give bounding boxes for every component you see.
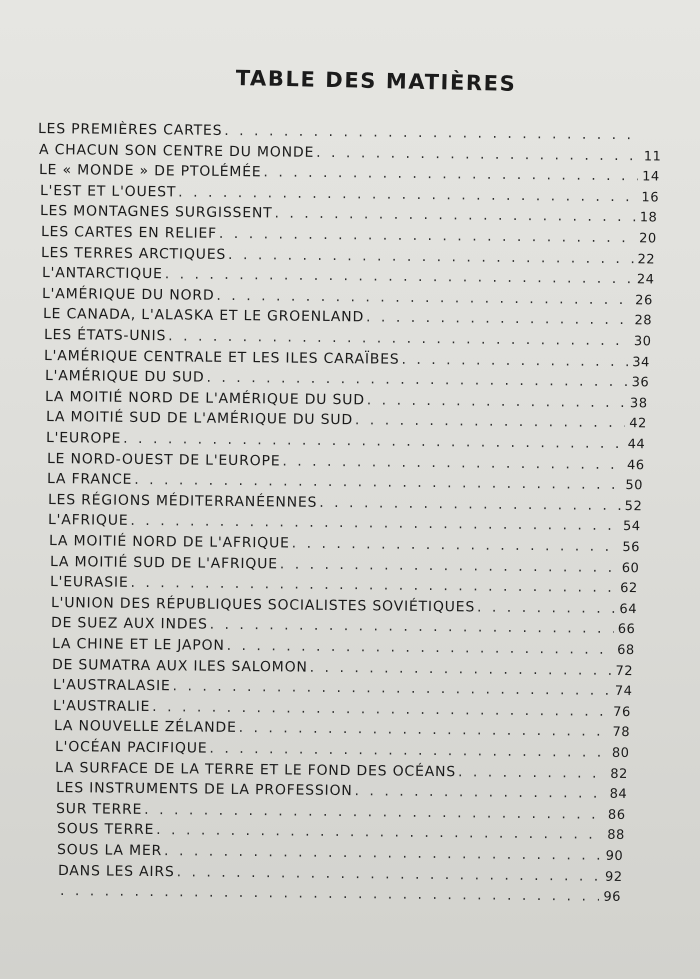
toc-entry-page-number: 84 — [609, 786, 627, 803]
toc-entry — [49, 533, 640, 555]
toc-entry-title: LA MOITIÉ NORD DE L'AFRIQUE — [48, 533, 290, 552]
toc-entry-page-number: 22 — [637, 251, 656, 268]
toc-entry-title: LA MOITIÉ SUD DE L'AMÉRIQUE DU SUD — [45, 409, 353, 429]
toc-entry — [39, 162, 660, 184]
toc-entry-page-number: 50 — [625, 478, 644, 494]
toc-entry-page-number: 16 — [641, 190, 659, 206]
toc-entry-title: DE SUEZ AUX INDES — [51, 615, 208, 634]
page-title: TABLE DES MATIÈRES — [235, 66, 517, 96]
toc-entry — [46, 430, 645, 452]
dot-leader — [228, 247, 634, 267]
toc-entry-page-number: 42 — [628, 416, 647, 432]
dot-leader — [310, 659, 612, 678]
toc-entry — [56, 780, 627, 802]
dot-leader — [366, 310, 631, 329]
toc-entry — [41, 245, 655, 267]
toc-entry — [52, 657, 633, 679]
toc-entry-page-number: 36 — [631, 375, 649, 391]
toc-entry-title: LE « MONDE » DE PTOLÉMÉE — [39, 162, 262, 181]
toc-entry-page-number: 34 — [632, 354, 650, 370]
toc-entry-title: L'AUSTRALASIE — [52, 677, 171, 695]
toc-entry — [54, 718, 630, 740]
toc-entry — [57, 842, 623, 864]
dot-leader — [292, 536, 619, 555]
toc-entry-page-number: 30 — [633, 334, 652, 350]
toc-entry-title: LA MOITIÉ NORD DE L'AMÉRIQUE DU SUD — [45, 388, 366, 409]
toc-entry-title: LA FRANCE — [47, 471, 133, 489]
toc-entry-page-number: 80 — [611, 745, 630, 762]
toc-entry-page-number: 62 — [620, 581, 638, 597]
toc-entry — [40, 203, 658, 225]
toc-entry-title: LE CANADA, L'ALASKA ET LE GROENLAND — [42, 306, 365, 326]
toc-entry-title: LA NOUVELLE ZÉLANDE — [53, 718, 237, 737]
toc-entry-page-number: 52 — [624, 498, 643, 515]
toc-entry-page-number: 64 — [619, 601, 637, 617]
dot-leader — [176, 864, 601, 884]
toc-entry-title: SUR TERRE — [56, 800, 143, 818]
dot-leader — [206, 370, 627, 390]
toc-entry-title: LES PREMIÈRES CARTES — [37, 121, 223, 139]
toc-entry-title: L'ANTARCTIQUE — [41, 265, 163, 283]
toc-entry-title: LES ÉTATS-UNIS — [43, 327, 166, 345]
dot-leader — [316, 144, 640, 163]
toc-entry — [46, 409, 647, 431]
toc-entry-page-number: 92 — [604, 869, 623, 885]
toc-entry-title: LES TERRES ARCTIQUES — [41, 244, 227, 263]
toc-entry — [50, 574, 638, 596]
toc-entry-title: LES RÉGIONS MÉDITERRANÉENNES — [47, 491, 318, 511]
toc-entry-page-number: 76 — [613, 704, 632, 720]
toc-entry — [51, 615, 636, 637]
toc-entry-page-number: 78 — [612, 725, 631, 741]
toc-entry — [42, 286, 653, 308]
dot-leader — [238, 720, 608, 740]
toc-entry-page-number: 86 — [608, 807, 626, 823]
toc-entry-page-number: 74 — [614, 684, 633, 700]
toc-entry-title: L'EST ET L'OUEST — [39, 182, 176, 201]
dot-leader — [178, 184, 637, 205]
toc-entry-page-number: 44 — [627, 437, 646, 453]
toc-entry-page-number: 38 — [630, 395, 648, 412]
toc-entry-page-number: 46 — [626, 457, 645, 473]
toc-entry-page-number: 24 — [636, 272, 655, 288]
dot-leader — [319, 495, 621, 514]
toc-entry-page-number: 72 — [615, 663, 634, 679]
toc-entry-title: L'EURASIE — [50, 574, 129, 592]
toc-entry-title: L'AMÉRIQUE DU SUD — [44, 368, 205, 386]
toc-entry — [41, 224, 657, 246]
dot-leader — [131, 513, 620, 534]
dot-leader — [263, 165, 638, 185]
toc-entry-title: L'EUROPE — [46, 430, 122, 447]
dot-leader — [219, 226, 635, 246]
toc-entry-title: DANS LES AIRS — [57, 862, 175, 880]
dot-leader — [131, 575, 617, 596]
toc-entry — [38, 142, 660, 165]
toc-entry — [53, 677, 633, 699]
dot-leader — [354, 783, 605, 802]
toc-entry-title: LA CHINE ET LE JAPON — [51, 636, 225, 654]
toc-entry-title: L'AFRIQUE — [48, 512, 129, 530]
toc-entry — [54, 739, 629, 761]
toc-entry — [58, 863, 623, 885]
toc-entry — [45, 368, 649, 390]
toc-entry-title: LES MONTAGNES SURGISSENT — [40, 203, 273, 222]
dot-leader — [275, 206, 636, 226]
toc-entry-page-number: 66 — [617, 622, 636, 638]
toc-entry-page-number: 88 — [606, 828, 625, 844]
toc-entry-title: DE SUMATRA AUX ILES SALOMON — [52, 656, 309, 676]
toc-entry-page-number: 82 — [610, 766, 628, 782]
toc-entry — [57, 821, 625, 843]
dot-leader — [144, 802, 604, 823]
dot-leader — [217, 288, 632, 308]
dot-leader — [401, 351, 628, 369]
dot-leader — [153, 699, 610, 720]
dot-leader — [134, 472, 621, 493]
dot-leader — [355, 413, 626, 432]
toc-entry — [53, 698, 631, 720]
toc-entry — [43, 327, 651, 349]
toc-entry — [55, 760, 628, 782]
toc-entry-page-number: 26 — [635, 293, 654, 309]
toc-entry — [47, 471, 643, 493]
toc-entry-page-number: 11 — [643, 148, 661, 165]
dot-leader — [209, 741, 608, 761]
toc-entry-title: L'OCÉAN PACIFIQUE — [54, 739, 208, 757]
dot-leader — [477, 599, 616, 616]
toc-entry-page-number: 96 — [603, 889, 622, 906]
toc-entry-page-number: 28 — [634, 313, 653, 329]
dot-leader — [226, 638, 613, 658]
toc-entry-page-number: 20 — [638, 231, 657, 247]
dot-leader — [279, 556, 617, 576]
toc-entry-title: LE NORD-OUEST DE L'EUROPE — [46, 450, 281, 470]
dot-leader — [156, 822, 603, 843]
toc-entry — [44, 348, 650, 370]
toc-entry — [45, 389, 648, 411]
dot-leader — [210, 617, 614, 637]
toc-entry-page-number: 60 — [621, 560, 639, 576]
toc-entry-title: L'AMÉRIQUE CENTRALE ET LES ILES CARAÏBES — [43, 347, 400, 368]
toc-entry — [38, 121, 662, 144]
toc-entry — [52, 636, 635, 658]
toc-entry-title: LA SURFACE DE LA TERRE ET LE FOND DES OCÉANS — [54, 759, 457, 780]
dot-leader — [367, 392, 626, 411]
toc-entry-page-number: 14 — [642, 169, 660, 185]
toc-entry — [47, 451, 645, 473]
toc-entry — [56, 801, 626, 823]
toc-entry-title: LES INSTRUMENTS DE LA PROFESSION — [55, 780, 353, 800]
toc-entry — [48, 492, 642, 514]
toc-entry — [49, 554, 638, 576]
dot-leader — [60, 883, 600, 905]
toc-entry-page-number: 90 — [605, 848, 624, 864]
toc-entry-page-number: 18 — [639, 210, 658, 226]
toc-entry-title: LA MOITIÉ SUD DE L'AFRIQUE — [49, 553, 278, 572]
toc-entry — [40, 183, 659, 205]
dot-leader — [168, 328, 630, 349]
dot-leader — [282, 453, 623, 473]
dot-leader — [165, 266, 633, 287]
toc-entry-title: A CHACUN SON CENTRE DU MONDE — [38, 141, 314, 161]
toc-entry — [42, 265, 655, 287]
toc-entry — [48, 512, 641, 534]
toc-entry — [51, 595, 637, 617]
toc-entry-title: SOUS LA MER — [57, 842, 163, 860]
toc-entry-title: L'AMÉRIQUE DU NORD — [42, 285, 215, 304]
toc-entry-page-number: 56 — [622, 540, 641, 556]
toc-entry — [43, 306, 652, 328]
dot-leader — [224, 123, 642, 143]
toc-entry-title: LES CARTES EN RELIEF — [40, 224, 217, 242]
toc-entry-page-number: 68 — [616, 642, 635, 659]
dot-leader — [164, 843, 602, 864]
toc-entry-title: SOUS TERRE — [56, 821, 154, 839]
toc-entry-page-number: 54 — [623, 519, 642, 535]
toc-entry — [58, 883, 621, 905]
dot-leader — [123, 431, 624, 452]
toc-entry-title: L'UNION DES RÉPUBLIQUES SOCIALISTES SOVIÉTIQUES — [50, 594, 475, 616]
toc-entry-title: L'AUSTRALIE — [53, 697, 151, 715]
dot-leader — [172, 678, 610, 699]
dot-leader — [458, 764, 606, 782]
